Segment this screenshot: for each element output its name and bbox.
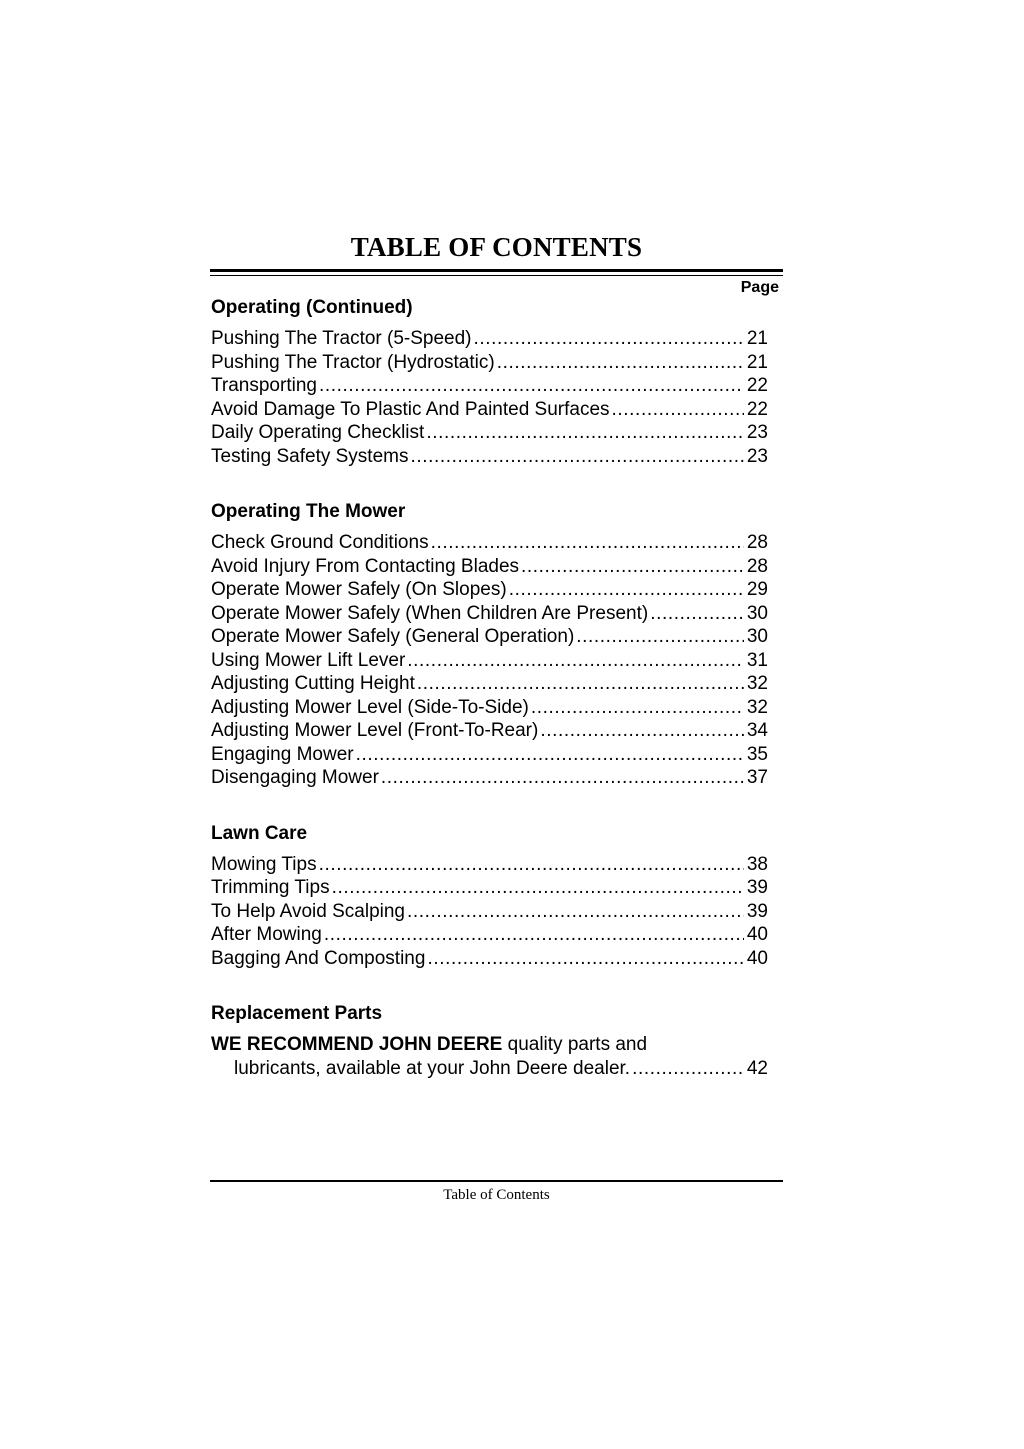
dot-leader [427,947,744,971]
toc-entry[interactable] [211,327,768,351]
dot-leader [417,672,744,696]
entry-label: Trimming Tips [211,877,330,898]
toc-entry[interactable] [211,766,768,790]
toc-entry[interactable] [211,421,768,445]
dot-leader [474,327,744,351]
entry-label: Check Ground Conditions [211,532,429,553]
section-heading: Lawn Care [211,822,308,844]
entry-page: 30 [746,626,768,647]
entry-page: 23 [746,445,768,467]
recommendation-text: quality parts and [502,1034,648,1055]
toc-entry[interactable] [211,719,768,743]
toc-entry[interactable] [211,555,768,579]
toc-section-replacement-parts [211,1002,768,1080]
entry-label: Testing Safety Systems [211,445,409,467]
toc-entry[interactable] [211,531,768,555]
entry-page: 21 [746,351,768,373]
toc-entry[interactable] [211,625,768,649]
toc-section-lawn-care [211,822,768,971]
toc-entry[interactable] [211,398,768,422]
entry-page: 40 [746,947,768,969]
page-column-label: Page [740,279,779,296]
toc-entry[interactable] [211,445,768,469]
entry-page: 22 [746,398,768,420]
entry-label: Engaging Mower [211,743,354,765]
toc-entry[interactable] [211,853,768,877]
entry-page: 29 [746,579,768,600]
dot-leader [381,766,744,790]
dot-leader [576,625,744,649]
entry-label: Bagging And Composting [211,947,426,969]
entry-label: Adjusting Cutting Height [211,673,415,694]
entry-page: 21 [746,328,768,349]
recommendation-bold: WE RECOMMEND JOHN DEERE [211,1034,503,1055]
toc-entry[interactable] [211,1057,768,1081]
toc-entry[interactable] [211,578,768,602]
toc-entry[interactable] [211,876,768,900]
toc-entry[interactable] [211,602,768,626]
toc-entry[interactable] [211,649,768,673]
entry-page: 28 [746,555,768,577]
dot-leader [521,555,744,579]
entry-label: Avoid Damage To Plastic And Painted Surfaces [211,398,610,420]
dot-leader [540,719,744,743]
entry-label: Disengaging Mower [211,767,379,788]
dot-leader [407,900,744,924]
toc-entry[interactable] [211,900,768,924]
dot-leader [356,743,744,767]
entry-label: Avoid Injury From Contacting Blades [211,555,520,577]
dot-leader [332,876,744,900]
entry-label: To Help Avoid Scalping [211,900,405,922]
dot-leader [410,445,744,469]
toc-entry[interactable] [211,374,768,398]
entry-label: Operate Mower Safely (When Children Are Present) [211,602,649,624]
dot-leader [531,696,744,720]
footer-rule [210,1180,783,1182]
entry-label: Transporting [211,375,317,396]
entry-label: Mowing Tips [211,853,317,875]
entry-label: Operate Mower Safely (On Slopes) [211,579,507,600]
entry-page: 23 [746,422,768,443]
entry-label: Using Mower Lift Lever [211,649,406,671]
entry-page: 28 [746,532,768,553]
dot-leader [426,421,744,445]
entry-page: 42 [746,1057,768,1079]
footer-label: Table of Contents [443,1187,550,1203]
section-heading: Operating (Continued) [211,297,413,318]
title-rule-thin [210,275,783,276]
dot-leader [509,578,744,602]
dot-leader [632,1057,744,1081]
toc-entry[interactable] [211,743,768,767]
toc-entry[interactable] [211,672,768,696]
dot-leader [431,531,744,555]
toc-content [211,296,768,1112]
entry-page: 38 [746,853,768,875]
entry-page: 39 [746,900,768,922]
toc-entry[interactable] [211,923,768,947]
entry-label: After Mowing [211,924,322,945]
entry-page: 32 [746,673,768,694]
entry-page: 31 [746,649,768,671]
entry-label: Adjusting Mower Level (Front-To-Rear) [211,720,539,741]
dot-leader [324,923,744,947]
dot-leader [319,374,744,398]
section-heading: Replacement Parts [211,1003,383,1024]
entry-label: lubricants, available at your John Deere dealer. [234,1057,631,1079]
toc-section-operating-the-mower [211,500,768,790]
entry-page: 22 [746,375,768,396]
dot-leader [407,649,744,673]
title-rule-thick [210,269,783,272]
toc-entry[interactable] [211,351,768,375]
entry-page: 30 [746,602,768,624]
dot-leader [612,398,744,422]
entry-label: Operate Mower Safely (General Operation) [211,626,575,647]
entry-label: Pushing The Tractor (Hydrostatic) [211,351,495,373]
dot-leader [650,602,744,626]
recommendation-line [211,1033,768,1057]
dot-leader [319,853,744,877]
entry-label: Daily Operating Checklist [211,422,425,443]
entry-page: 35 [746,743,768,765]
entry-label: Pushing The Tractor (5-Speed) [211,328,472,349]
toc-section-operating-continued [211,296,768,468]
entry-page: 39 [746,877,768,898]
entry-label: Adjusting Mower Level (Side-To-Side) [211,696,529,718]
entry-page: 37 [746,767,768,788]
dot-leader [497,351,744,375]
section-heading: Operating The Mower [211,501,406,522]
entry-page: 34 [746,720,768,741]
page-title: TABLE OF CONTENTS [350,232,643,262]
entry-page: 40 [746,924,768,945]
entry-page: 32 [746,696,768,718]
toc-entry[interactable] [211,696,768,720]
toc-entry[interactable] [211,947,768,971]
